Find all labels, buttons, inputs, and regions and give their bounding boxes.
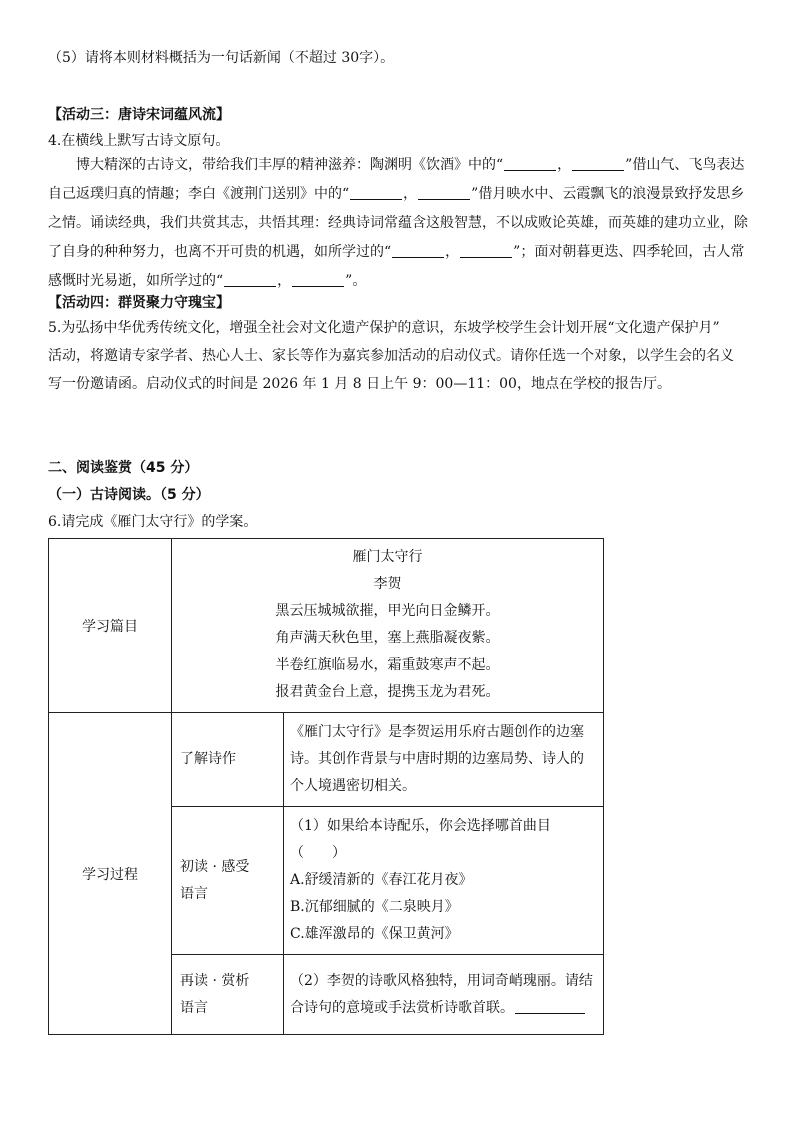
table-row: [49, 539, 604, 713]
poem-cell: [172, 539, 604, 713]
q5-prompt: [48, 314, 748, 398]
q4-instruction: 4.在横线上默写古诗文原句。: [48, 133, 230, 149]
option-b: B.沉郁细腻的《二泉映月》: [290, 899, 459, 915]
section2-subheading: （一）古诗阅读。（5 分）: [48, 487, 210, 503]
q5-prompt-line: 5.为弘扬中华优秀传统文化，增强全社会对文化遗产保护的意识，东坡学校学生会计划开展“文化遗产保护月”: [48, 320, 720, 336]
stage-label-line: 再读 · 赏析: [180, 972, 250, 989]
answer-blank[interactable]: [392, 243, 444, 258]
answer-blank[interactable]: [515, 999, 585, 1014]
answer-blank[interactable]: [572, 156, 624, 171]
row-label-study-text: 学习篇目: [49, 539, 172, 713]
stage-label-line: 语言: [180, 885, 208, 902]
answer-blank[interactable]: [418, 185, 470, 200]
option-c: C.雄浑激昂的《保卫黄河》: [290, 926, 459, 942]
poem-title: 雁门太守行: [352, 548, 423, 565]
question-text: （1）如果给本诗配乐，你会选择哪首曲目（ ）: [290, 818, 551, 861]
passage-text: 博大精深的古诗文，带给我们丰厚的精神滋养：陶渊明《饮酒》中的“: [76, 157, 504, 173]
stage-label: [172, 955, 284, 1035]
answer-blank[interactable]: [460, 243, 512, 258]
q5-prompt-line: 活动，将邀请专家学者、热心人士、家长等作为嘉宾参加活动的启动仪式。请你任选一个对象，以学生会的名义: [48, 348, 734, 364]
passage-text: ，: [403, 186, 418, 202]
passage-text: ，: [277, 273, 292, 289]
stage-label: 了解诗作: [172, 713, 284, 807]
answer-blank[interactable]: [224, 272, 276, 287]
passage-text: ”借山气、飞鸟表达: [625, 157, 745, 173]
stage-label-line: 语言: [180, 999, 208, 1016]
section2-heading: 二、阅读鉴赏（45 分）: [48, 460, 199, 476]
poem-author: 李贺: [373, 575, 402, 592]
activity3-heading: 【活动三：唐诗宋词蕴风流】: [48, 107, 230, 123]
answer-blank[interactable]: [504, 156, 556, 171]
answer-blank[interactable]: [292, 272, 344, 287]
poem-line: 角声满天秋色里，塞上燕脂凝夜紫。: [275, 629, 500, 646]
q4-passage: [48, 151, 748, 296]
answer-blank[interactable]: [350, 185, 402, 200]
passage-text: 之情。诵读经典，我们共赏其志，共悟其理：经典诗词常蕴含这般智慧，不以成败论英雄，而英雄的建功立业，除: [48, 215, 748, 231]
stage-label: [172, 807, 284, 955]
option-a: A.舒缓清新的《春江花月夜》: [290, 872, 473, 888]
passage-text: ”。: [345, 273, 367, 289]
poem-line: 黑云压城城欲摧，甲光向日金鳞开。: [275, 602, 500, 619]
passage-text: ，: [445, 244, 460, 260]
stage-content: [284, 807, 604, 955]
stage-content: [284, 955, 604, 1035]
poem-line: 半卷红旗临易水，霜重鼓寒声不起。: [275, 656, 500, 673]
question-text: （2）李贺的诗歌风格独特，用词奇峭瑰丽。请结合诗句的意境或手法赏析诗歌首联。: [290, 972, 593, 1016]
q5-prompt-line: 写一份邀请函。启动仪式的时间是 2026 年 1 月 8 日上午 9：00—11：00，地点在学校的报告厅。: [48, 376, 671, 392]
row-label-study-process: 学习过程: [49, 713, 172, 1035]
passage-text: ”借月映水中、云霞飘飞的浪漫景致抒发思乡: [471, 186, 745, 202]
passage-text: ”；面对朝暮更迭、四季轮回，古人常: [513, 244, 745, 260]
table-row: [49, 713, 604, 807]
stage-content: 《雁门太守行》是李贺运用乐府古题创作的边塞诗。其创作背景与中唐时期的边塞局势、诗人的个人境遇密切相关。: [284, 713, 604, 807]
q6-instruction: 6.请完成《雁门太守行》的学案。: [48, 514, 258, 530]
passage-text: 了自身的种种努力，也离不开可贵的机遇，如所学过的“: [48, 244, 392, 260]
poem-line: 报君黄金台上意，提携玉龙为君死。: [275, 683, 500, 700]
study-plan-table: [48, 538, 604, 1035]
stage-label-line: 初读 · 感受: [180, 858, 250, 875]
q5-question: （5）请将本则材料概括为一句话新闻（不超过 30字）。: [48, 50, 395, 66]
passage-text: 自己返璞归真的情趣；李白《渡荆门送别》中的“: [48, 186, 350, 202]
passage-text: 感慨时光易逝，如所学过的“: [48, 273, 224, 289]
passage-text: ，: [557, 157, 572, 173]
activity4-heading: 【活动四：群贤聚力守瑰宝】: [48, 295, 230, 311]
